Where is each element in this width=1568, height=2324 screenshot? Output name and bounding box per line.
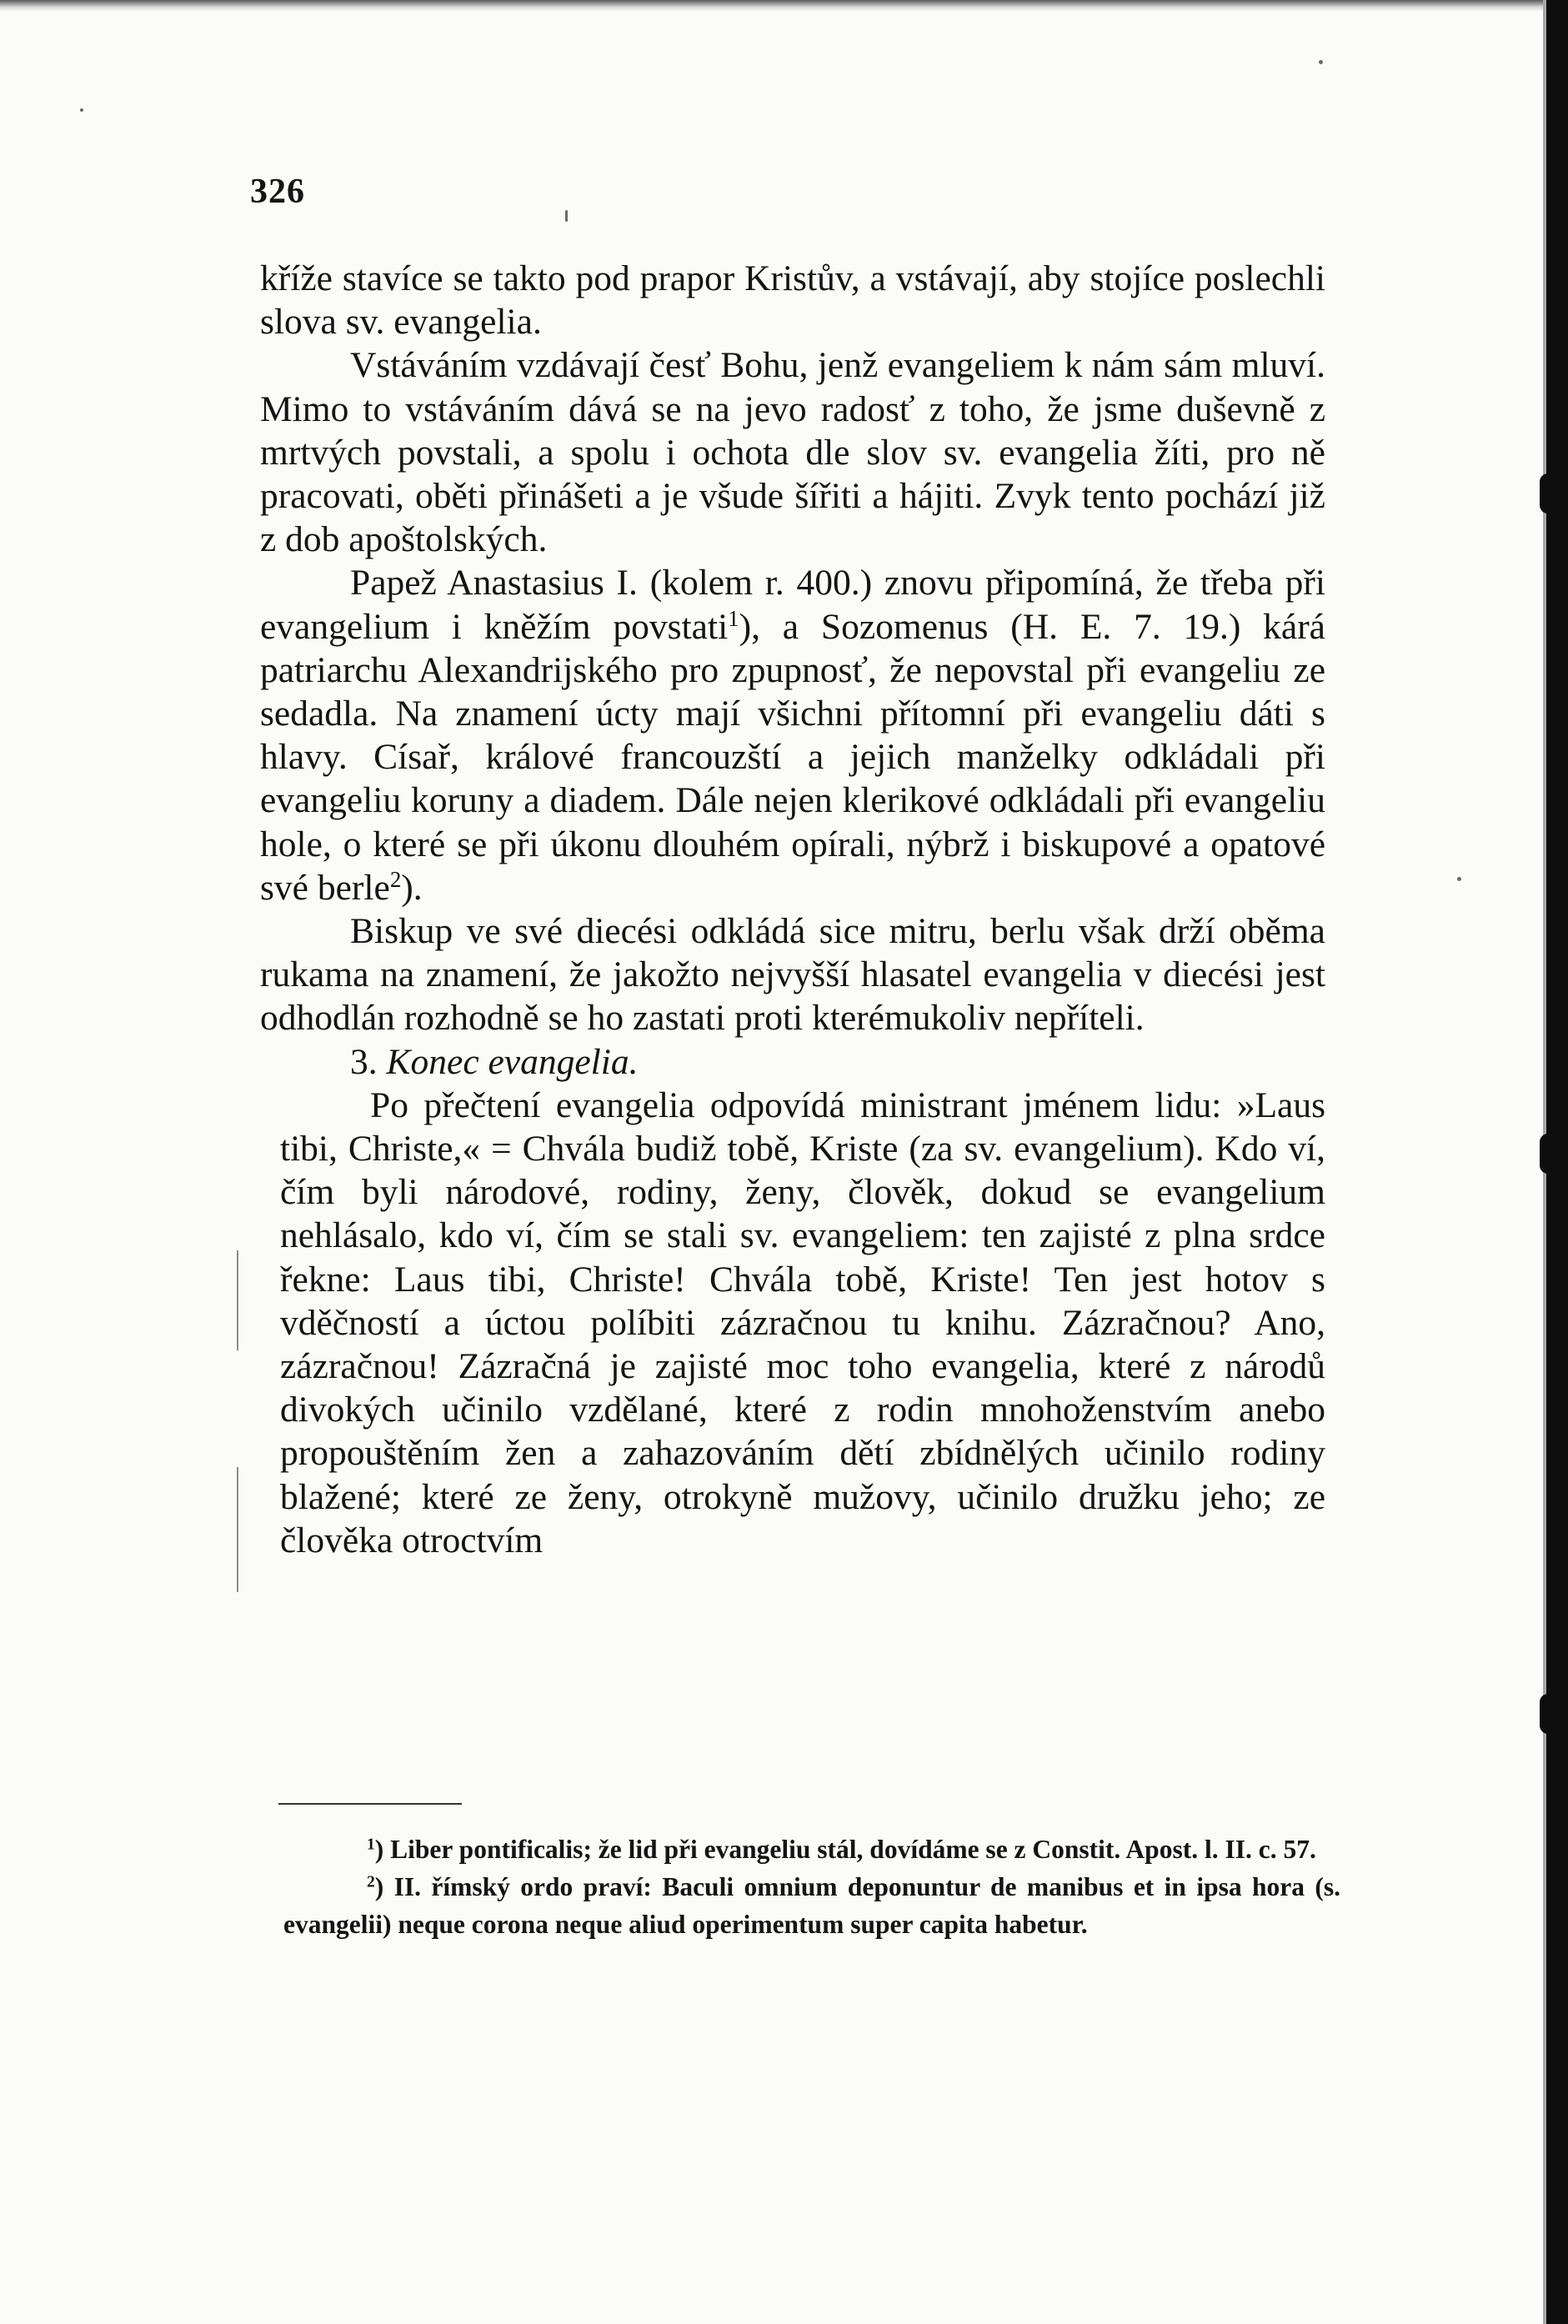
paragraph-text: ), a Sozomenus (H. E. 7. 19.) kárá patriarchu Alexandrijského pro zpupnosť, že nepovstal při evangeliu ze sedadla. Na znamení úcty mají všichni přítomní při evangeliu dáti s hlavy. Císař, králové francouzští a jejich manželky odkládali při evangeliu koruny a diadem. Dále nejen klerikové odkládali při evangeliu hole, o které se při úkonu dlouhém opírali, nýbrž i biskupové a opatové své berle [260, 606, 1325, 908]
section-title: Konec evangelia. [386, 1041, 639, 1082]
paragraph-text: kříže stavíce se takto pod prapor Kristův, a vstávají, aby stojíce poslechli slova sv. evangelia. [260, 258, 1325, 343]
footnote-text: ) II. římský ordo praví: Baculi omnium deponuntur de manibus et in ipsa hora (s. evangelii) neque corona neque aliud operimentum super capita habetur. [283, 1872, 1340, 1939]
footnote-divider [278, 1803, 462, 1805]
page-number: 326 [250, 173, 305, 211]
paragraph-text: Biskup ve své diecési odkládá sice mitru, berlu však drží oběma rukama na znamení, že jakožto nejvyšší hlasatel evangelia v diecési jest odhodlán rozhodně se ho zastati proti kterémukoliv nepříteli. [260, 911, 1325, 1039]
scan-top-edge [0, 0, 1568, 12]
footnote-ref: 1 [728, 605, 739, 631]
scan-speck [1457, 877, 1461, 881]
paragraph-text: ). [401, 867, 423, 908]
paragraph [260, 257, 1325, 343]
margin-pencil-line [237, 1250, 238, 1350]
paragraph [280, 1084, 1325, 1562]
margin-pencil-line [237, 1467, 238, 1592]
scan-speck [80, 108, 83, 112]
body-text [260, 257, 1325, 1562]
paragraph [260, 909, 1325, 1040]
section-heading [260, 1040, 1325, 1084]
paragraph-text: Vstáváním vzdávají česť Bohu, jenž evangeliem k nám sám mluví. Mimo to vstáváním dává se na jevo radosť z toho, že jsme duševně z mrtvých povstali, a spolu i ochota dle slov sv. evangelia žíti, pro ně pracovati, oběti přinášeti a je všude šířiti a hájiti. Zvyk tento pochází již z dob apoštolských. [260, 345, 1325, 560]
paragraph [260, 343, 1325, 561]
paragraph-text: Papež Anastasius I. (kolem r. 400.) znovu připomíná, že třeba při evangelium i kněžím povstati [260, 563, 1325, 647]
paragraph-text: Po přečtení evangelia odpovídá ministrant jménem lidu: »Laus tibi, Christe,« = Chvála budiž tobě, Kriste (za sv. evangelium). Kdo ví, čím byli národové, rodiny, ženy, člověk, dokud se evangelium nehlásalo, kdo ví, čím se stali sv. evangeliem: ten zajisté z plna srdce řekne: Laus tibi, Christe! Chvála tobě, Kriste! Ten jest hotov s vděčností a úctou políbiti zázračnou tu knihu. Zázračnou? Ano, zázračnou! Zázračná je zajisté moc toho evangelia, které z národů divokých učinilo vzdělané, které z rodin mnohoženstvím anebo propouštěním žen a zahazováním dětí zbídnělých učinilo rodiny blažené; které ze ženy, otrokyně mužovy, učinilo družku jeho; ze člověka otroctvím [280, 1084, 1325, 1560]
footnote [283, 1831, 1340, 1868]
footnote-ref: 2 [389, 867, 402, 893]
scan-speck [1319, 60, 1323, 64]
scan-edge-mark [1540, 1694, 1556, 1734]
footnote-marker: 1 [367, 1836, 375, 1854]
footnote-text: ) Liber pontificalis; že lid při evangeliu stál, dovídáme se z Constit. Apost. l. II. c. 57. [374, 1835, 1316, 1864]
scan-edge-mark [1540, 1134, 1556, 1174]
footnotes [283, 1831, 1340, 1943]
footnote-marker: 2 [367, 1873, 375, 1891]
scan-speck [565, 210, 568, 222]
section-number: 3. [350, 1041, 378, 1082]
footnote [283, 1868, 1340, 1943]
paragraph [260, 561, 1325, 909]
scan-edge-mark [1540, 473, 1556, 513]
